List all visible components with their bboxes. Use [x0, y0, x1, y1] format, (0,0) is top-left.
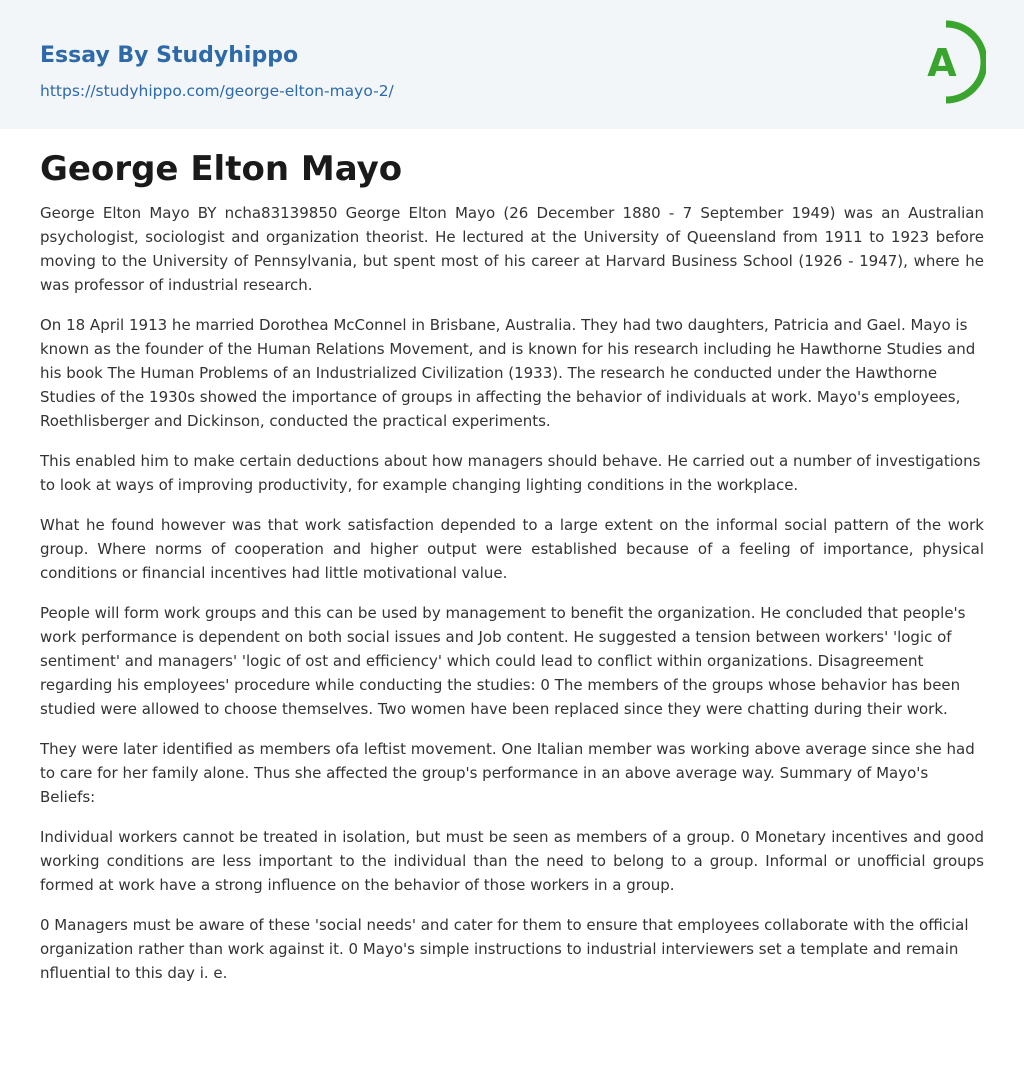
studyhippo-logo-icon[interactable] [916, 18, 986, 106]
paragraph: They were later identified as members ofa leftist movement. One Italian member was working above average since she had to care for her family alone. Thus she affected the group's performance in an above average way. Summary of Mayo's Beliefs: [40, 740, 975, 806]
paragraph: 0 Managers must be aware of these 'social needs' and cater for them to ensure that employees collaborate with the official organization rather than work against it. 0 Mayo's simple instructions to industrial interviewers set a template and remain nfluential to this day i. e. [40, 916, 969, 982]
paragraph: On 18 April 1913 he married Dorothea McConnel in Brisbane, Australia. They had two daughters, Patricia and Gael. Mayo is known as the founder of the Human Relations Movement, and is known for his research including he Hawthorne Studies and his book The Human Problems of an Industrialized Civilization (1933). The research he conducted under the Hawthorne Studies of the 1930s showed the importance of groups in affecting the behavior of individuals at work. Mayo's employees, Roethlisberger and Dickinson, conducted the practical experiments. [40, 316, 976, 430]
paragraph: People will form work groups and this can be used by management to benefit the organization. He concluded that people's work performance is dependent on both social issues and Job content. He suggested a tension between workers' 'logic of sentiment' and managers' 'logic of ost and efficiency' which could lead to conflict within organizations. Disagreement regarding his employees' procedure while conducting the studies: 0 The members of the groups whose behavior has been studied were allowed to choose themselves. Two women have been replaced since they were chatting during their work. [40, 604, 966, 718]
site-header [0, 0, 1024, 129]
article-url-link[interactable]: https://studyhippo.com/george-elton-mayo-2/ [40, 82, 394, 100]
page-title: George Elton Mayo [40, 149, 403, 189]
site-title: Essay By Studyhippo [40, 43, 299, 68]
paragraph: Individual workers cannot be treated in isolation, but must be seen as members of a group. 0 Monetary incentives and good working conditions are less important to the individual than the need to belong to a group. Informal or unofficial groups formed at work have a strong influence on the behavior of those workers in a group. [40, 828, 984, 894]
article [0, 149, 1024, 985]
paragraph: George Elton Mayo BY ncha83139850 George Elton Mayo (26 December 1880 - 7 September 1949) was an Australian psychologist, sociologist and organization theorist. He lectured at the University of Queensland from 1911 to 1923 before moving to the University of Pennsylvania, but spent most of his career at Harvard Business School (1926 - 1947), where he was professor of industrial research. [40, 204, 984, 294]
paragraph: What he found however was that work satisfaction depended to a large extent on the informal social pattern of the work group. Where norms of cooperation and higher output were established because of a feeling of importance, physical conditions or financial incentives had little motivational value. [40, 516, 984, 582]
paragraph: This enabled him to make certain deductions about how managers should behave. He carried out a number of investigations to look at ways of improving productivity, for example changing lighting conditions in the workplace. [40, 452, 981, 494]
logo-letter: A [927, 41, 957, 85]
